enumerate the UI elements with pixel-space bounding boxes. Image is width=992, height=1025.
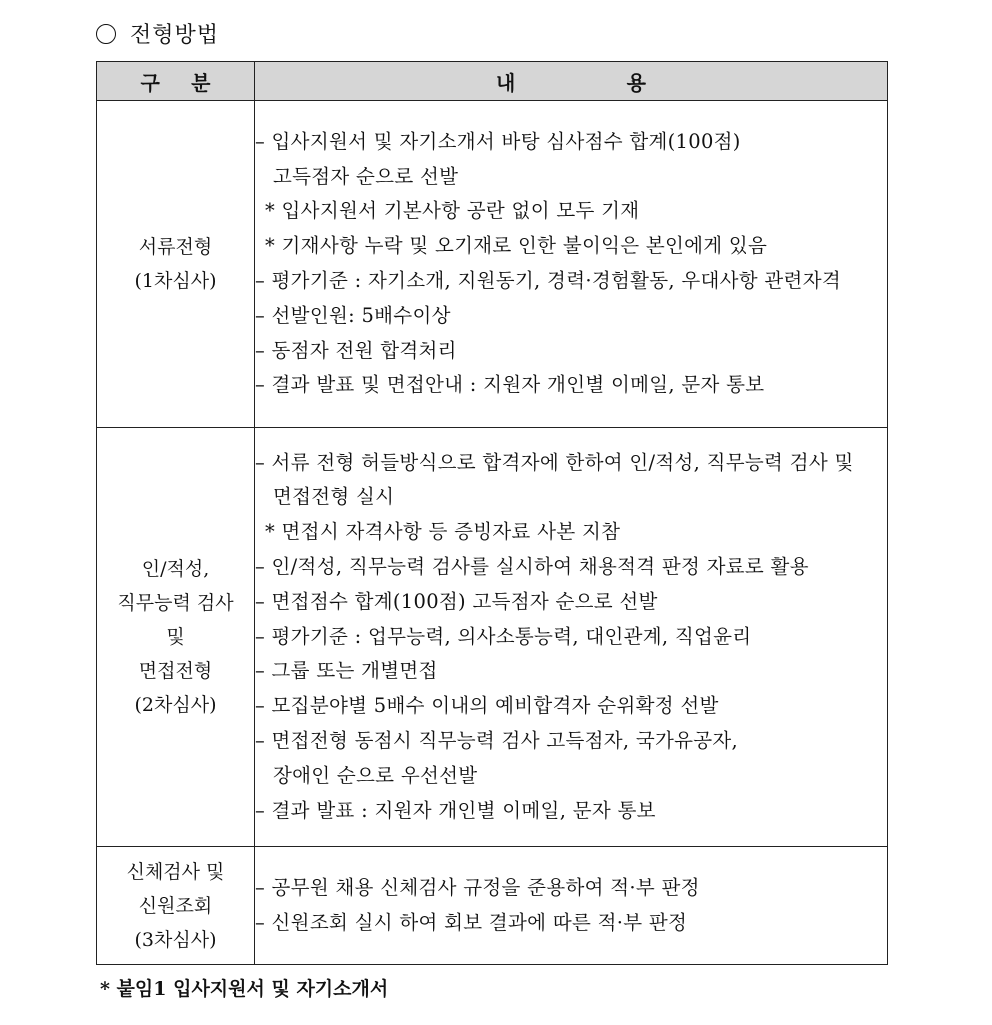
content-line: – 평가기준 : 업무능력, 의사소통능력, 대인관계, 직업윤리 (255, 624, 752, 648)
table-header-row (97, 62, 888, 101)
table-row (97, 847, 888, 965)
row-label-line: 신원조회 (138, 894, 213, 917)
selection-method-table (96, 61, 888, 965)
content-line: – 모집분야별 5배수 이내의 예비합격자 순위확정 선발 (255, 694, 719, 718)
row-label (97, 101, 255, 428)
row-label-line: 및 (166, 626, 185, 648)
row-label-line: 직무능력 검사 (117, 592, 234, 614)
row-label-line: 면접전형 (138, 660, 213, 682)
content-line: – 그룹 또는 개별면접 (255, 659, 438, 683)
content-line: * 입사지원서 기본사항 공란 없이 모두 기재 (265, 199, 640, 223)
content-line: 고득점자 순으로 선발 (273, 164, 459, 188)
content-line: – 면접전형 동점시 직무능력 검사 고득점자, 국가유공자, (255, 728, 739, 752)
section-heading (96, 18, 219, 49)
content-line: – 결과 발표 및 면접안내 : 지원자 개인별 이메일, 문자 통보 (255, 373, 765, 397)
content-line: 장애인 순으로 우선선발 (273, 763, 478, 787)
row-label-line: 서류전형 (138, 236, 213, 258)
row-content (255, 101, 888, 428)
content-line: – 공무원 채용 신체검사 규정을 준용하여 적·부 판정 (255, 875, 700, 899)
row-content (255, 428, 888, 847)
row-label-line: (3차심사) (134, 928, 217, 951)
row-content (255, 847, 888, 965)
circle-bullet-icon (96, 24, 116, 44)
row-label-line: (2차심사) (134, 694, 217, 716)
row-label-line: (1차심사) (134, 270, 217, 292)
row-label (97, 428, 255, 847)
row-label-line: 인/적성, (141, 558, 210, 580)
header-char: 내 (496, 70, 516, 95)
content-line: – 면접점수 합계(100점) 고득점자 순으로 선발 (255, 589, 658, 613)
attachment-footnote: * 붙임1 입사지원서 및 자기소개서 (100, 978, 389, 1000)
header-char: 구 (140, 70, 160, 95)
content-line: – 결과 발표 : 지원자 개인별 이메일, 문자 통보 (255, 798, 656, 822)
content-line: – 신원조회 실시 하여 회보 결과에 따른 적·부 판정 (255, 910, 688, 934)
header-char: 용 (626, 70, 646, 95)
content-line: * 면접시 자격사항 등 증빙자료 사본 지참 (265, 520, 621, 544)
table-row (97, 101, 888, 428)
content-line: * 기재사항 누락 및 오기재로 인한 불이익은 본인에게 있음 (265, 234, 768, 258)
header-category (97, 62, 255, 101)
content-line: – 평가기준 : 자기소개, 지원동기, 경력·경험활동, 우대사항 관련자격 (255, 269, 841, 292)
row-label-line: 신체검사 및 (126, 860, 225, 883)
section-title: 전형방법 (130, 23, 220, 48)
content-line: – 입사지원서 및 자기소개서 바탕 심사점수 합계(100점) (255, 129, 741, 153)
content-line: 면접전형 실시 (273, 485, 395, 509)
header-char: 분 (191, 70, 211, 95)
header-content (255, 62, 888, 101)
content-line: – 서류 전형 허들방식으로 합격자에 한하여 인/적성, 직무능력 검사 및 (255, 450, 854, 474)
table-row (97, 428, 888, 847)
content-line: – 선발인원: 5배수이상 (255, 303, 451, 327)
row-label (97, 847, 255, 965)
content-line: – 동점자 전원 합격처리 (255, 338, 457, 362)
content-line: – 인/적성, 직무능력 검사를 실시하여 채용적격 판정 자료로 활용 (255, 555, 809, 578)
